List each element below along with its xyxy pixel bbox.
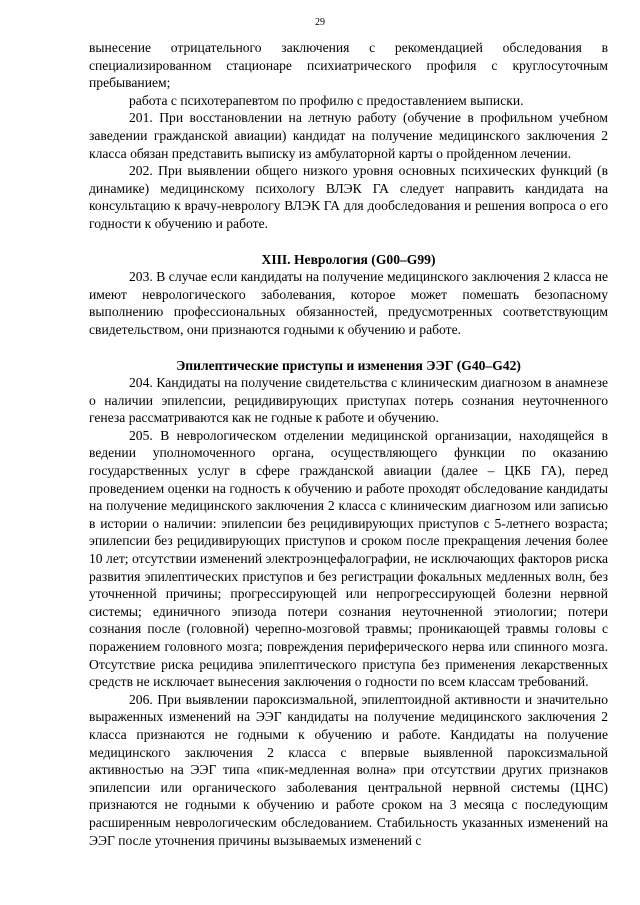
- paragraph-206: 206. При выявлении пароксизмальной, эпилептоидной активности и значительно выраженных изменений на ЭЭГ кандидаты на получение медицинского заключения 2 класса признаются не годными к обучению и работе. Кандидаты на получение медицинского заключения 2 класса с впервые выявленной пароксизмальной активностью на ЭЭГ типа «пик-медленная волна» при отсутствии других признаков эпилепсии или органического заболевания центральной нервной системы (ЦНС) признаются не годными к обучению и работе сроком на 3 месяца с последующим расширенным неврологическим обследованием. Стабильность указанных изменений на ЭЭГ после уточнения причины вызываемых изменений с: [89, 691, 608, 848]
- section-heading-neurology: XIII. Неврология (G00–G99): [261, 251, 436, 267]
- paragraph-205: 205. В неврологическом отделении медицинской организации, находящейся в ведении уполномоченного органа, осуществляющего функции по оказанию государственных услуг в сфере гражданской авиации (далее – ЦКБ ГА), перед проведением оценки на годность к обучению и работе проходят обследование кандидаты на получение медицинского заключения 2 класса с клиническим диагнозом или записью в истории о наличии: эпилепсии без рецидивирующих приступов с 5-летнего возраста; эпилепсии без рецидивирующих приступов и сроком после прекращения лечения более 10 лет; отсутствии изменений электроэнцефалографии, не исключающих факторов риска развития эпилептических приступов и без регистрации фокальных медленных волн, без уточненной причины; прогрессирующей или непрогрессирующей болезни нервной системы; единичного эпизода потери сознания неуточненной этиологии; потери сознания после (головной) черепно-мозговой травмы; проникающей травмы головы с поражением головного мозга; повреждения периферического нерва или спинного мозга. Отсутствие риска рецидива эпилептического приступа без применения лекарственных средств не исключает вынесения заключения о годности по всем классам требований.: [89, 427, 608, 690]
- paragraph-203: 203. В случае если кандидаты на получение медицинского заключения 2 класса не имеют неврологического заболевания, которое может помешать безопасному выполнению профессиональных обязанностей, предусмотренных соответствующим свидетельством, они признаются годными к обучению и работе.: [89, 269, 608, 337]
- paragraph-204: 204. Кандидаты на получение свидетельства с клиническим диагнозом в анамнезе о наличии эпилепсии, рецидивирующих приступах потерь сознания неуточненного генеза рассматриваются как не годные к работе и обучению.: [89, 375, 608, 426]
- paragraph-202: 202. При выявлении общего низкого уровня основных психических функций (в динамике) медицинскому психологу ВЛЭК ГА следует направить кандидата на консультацию к врачу-неврологу ВЛЭК ГА для дообследования и решения вопроса о его годности к обучению и работе.: [89, 163, 608, 231]
- page-number: 29: [315, 17, 325, 28]
- document-body: [89, 39, 608, 849]
- paragraph-psychotherapist: работа с психотерапевтом по профилю с предоставлением выписки.: [129, 92, 524, 108]
- subsection-heading-epilepsy: Эпилептические приступы и изменения ЭЭГ (G40–G42): [176, 357, 521, 373]
- paragraph-201: 201. При восстановлении на летную работу (обучение в профильном учебном заведении гражданской авиации) кандидат на получение медицинского заключения 2 класса обязан представить выписку из амбулаторной карты о пройденном лечении.: [89, 110, 608, 161]
- paragraph-continuation: вынесение отрицательного заключения с рекомендацией обследования в специализированном стационаре психиатрического профиля с круглосуточным пребыванием;: [89, 40, 608, 91]
